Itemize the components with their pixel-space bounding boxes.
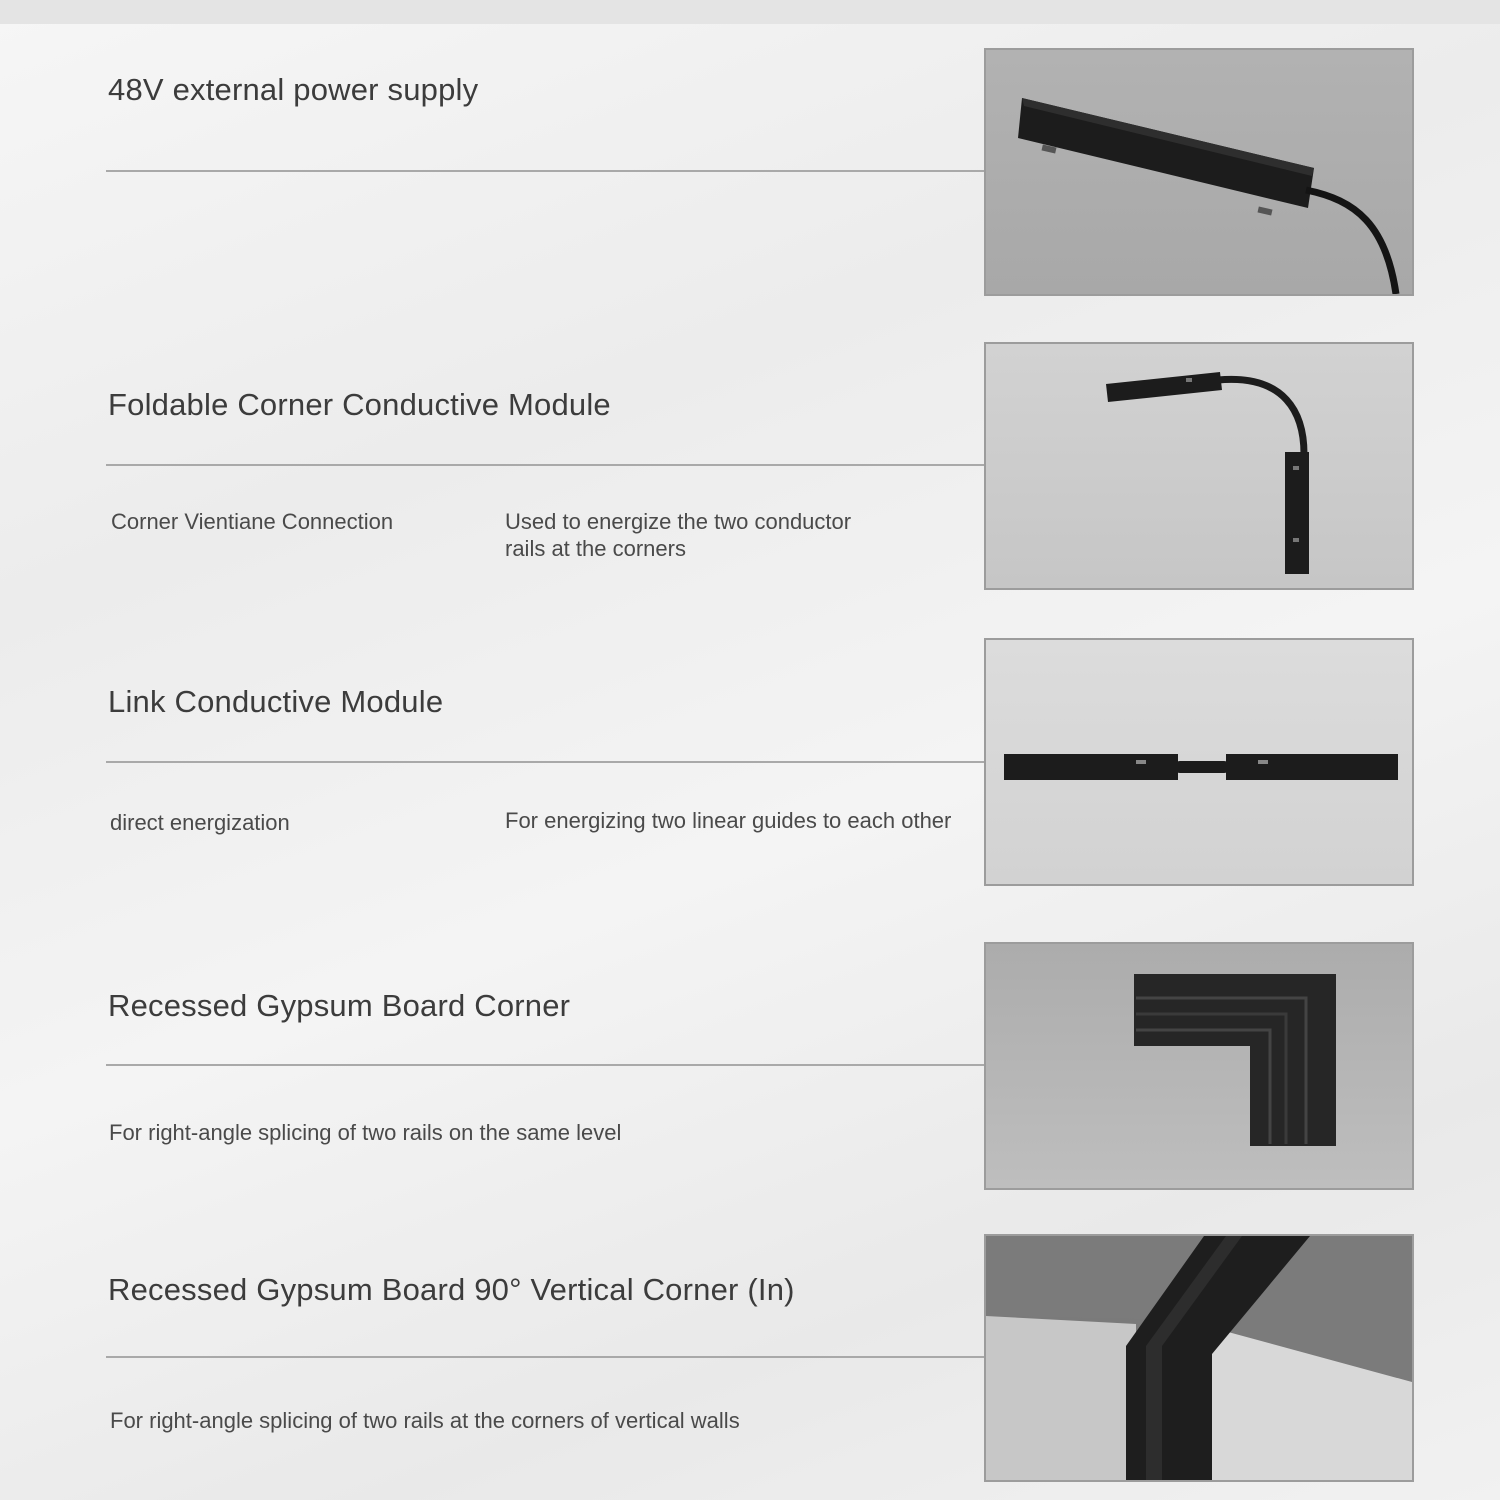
- product-spec: Corner Vientiane Connection: [111, 509, 394, 534]
- foldable-corner-module-photo: [984, 342, 1414, 590]
- foldable-corner-image: [986, 344, 1412, 588]
- product-description: For energizing two linear guides to each other: [505, 808, 952, 833]
- divider: [106, 464, 986, 466]
- divider: [106, 170, 986, 172]
- product-title: Link Conductive Module: [108, 684, 444, 719]
- gypsum-board-corner-photo: [984, 942, 1414, 1190]
- divider: [106, 1064, 986, 1066]
- top-band: [0, 0, 1500, 24]
- product-title: 48V external power supply: [108, 72, 479, 107]
- link-module-image: [986, 640, 1412, 884]
- product-spec: direct energization: [110, 810, 290, 835]
- product-description: For right-angle splicing of two rails on the same level: [109, 1120, 622, 1145]
- product-title: Recessed Gypsum Board Corner: [108, 988, 571, 1023]
- divider: [106, 1356, 986, 1358]
- vertical-corner-photo: [984, 1234, 1414, 1482]
- power-supply-image: [986, 50, 1412, 294]
- gypsum-corner-image: [986, 944, 1412, 1188]
- product-description: Used to energize the two conductor rails at the corners: [505, 509, 852, 561]
- product-title: Recessed Gypsum Board 90° Vertical Corner (In): [108, 1272, 795, 1307]
- product-description: For right-angle splicing of two rails at the corners of vertical walls: [110, 1408, 740, 1433]
- divider: [106, 761, 986, 763]
- vertical-corner-image: [986, 1236, 1412, 1480]
- power-supply-photo: [984, 48, 1414, 296]
- link-module-photo: [984, 638, 1414, 886]
- product-title: Foldable Corner Conductive Module: [108, 387, 611, 422]
